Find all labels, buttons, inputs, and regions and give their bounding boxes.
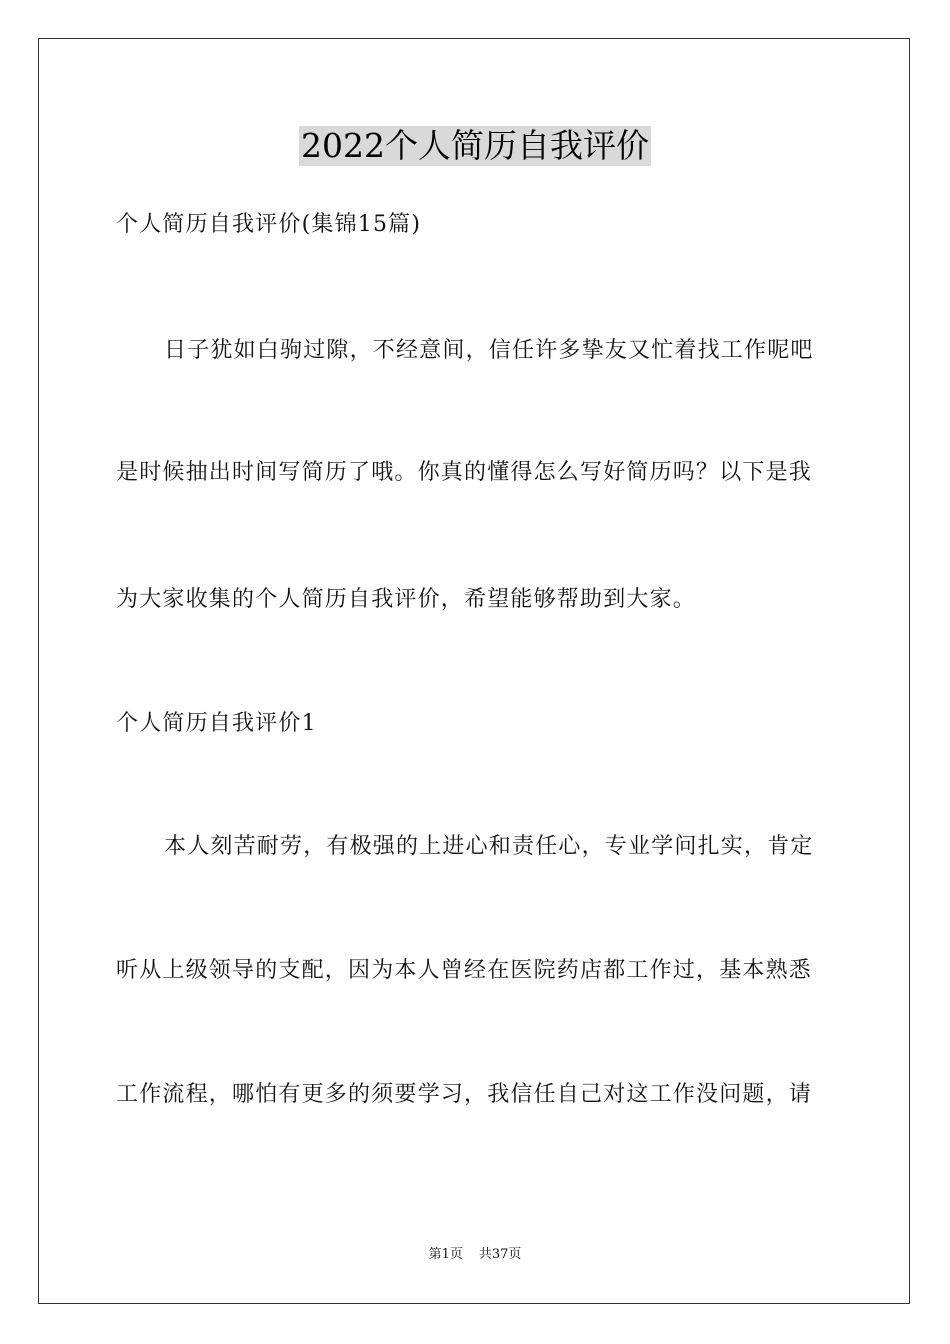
section-line-3: 工作流程，哪怕有更多的须要学习，我信任自己对这工作没问题，请 [116,1082,813,1107]
intro-line-2: 是时候抽出时间写简历了哦。你真的懂得怎么写好简历吗？以下是我 [116,460,813,485]
page-number: 第1页 [428,1247,463,1262]
document-subtitle: 个人简历自我评价(集锦15篇) [116,212,422,237]
title-container [0,126,950,166]
page-footer [0,1246,950,1264]
section-line-1: 本人刻苦耐劳，有极强的上进心和责任心，专业学问扎实，肯定 [164,834,814,859]
page-total: 共37页 [478,1247,522,1262]
document-title: 2022个人简历自我评价 [301,126,649,165]
intro-line-1: 日子犹如白驹过隙，不经意间，信任许多挚友又忙着找工作呢吧 [164,338,814,363]
section-heading: 个人简历自我评价1 [116,711,317,736]
intro-line-3: 为大家收集的个人简历自我评价，希望能够帮助到大家。 [116,587,697,612]
section-line-2: 听从上级领导的支配，因为本人曾经在医院药店都工作过，基本熟悉 [116,958,813,983]
